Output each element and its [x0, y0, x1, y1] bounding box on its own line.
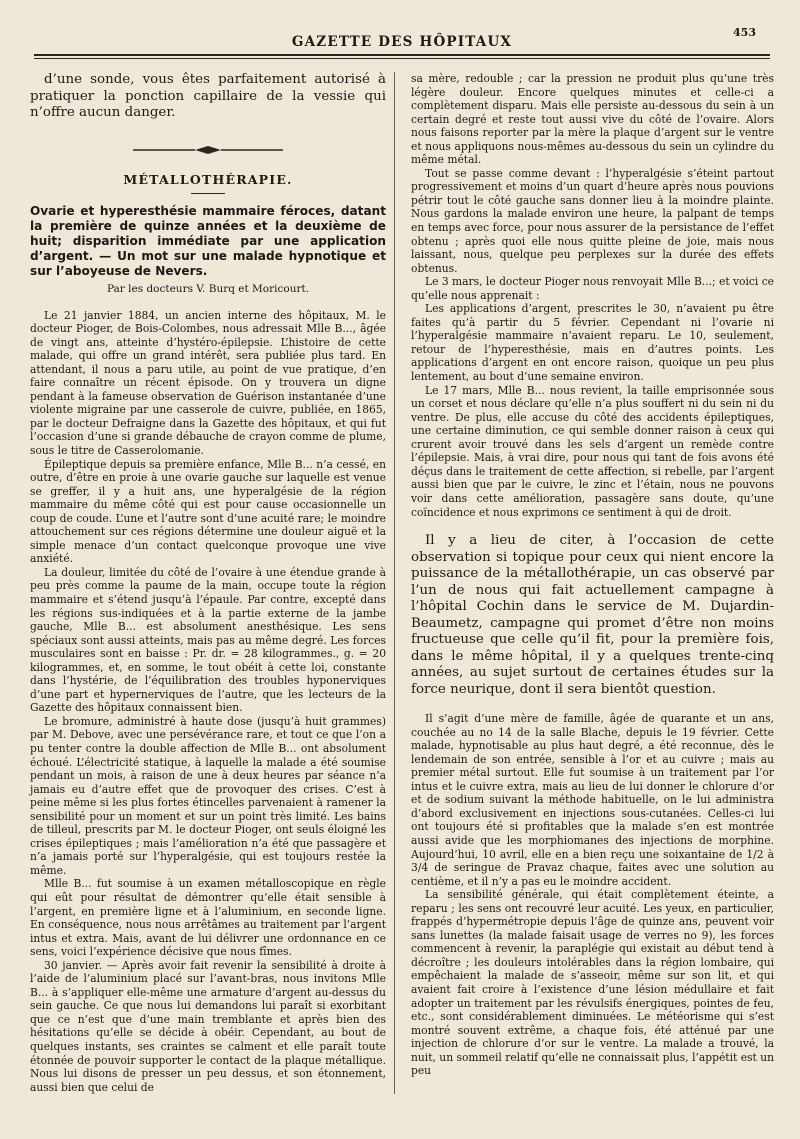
highlight-paragraph: Il y a lieu de citer, à l’occasion de cette observation si topique pour ceux qui nient encore la puissance de la métallothérapie, un cas observé par l’un de nous qui fait actuellement campagne à l’hôpital Cochin dans le service de M. Dujardin-Beaumetz, campagne qui promet d’être non moins fructueuse que celle qu’il fit, pour la première fois, dans le même hôpital, il y a quelques trente-cinq années, au sujet surtout de certaines études sur la force neurique, dont il sera bientôt question. — [411, 533, 774, 697]
article-title: Ovarie et hyperesthésie mammaire féroces, datant la première de quinze années et la deuxième de huit; disparition immédiate par une application d’argent. — Un mot sur une malade hypnotique et sur l’aboyeuse de Nevers. — [30, 203, 387, 278]
left-column — [30, 72, 395, 1094]
paragraph: Épileptique depuis sa première enfance, Mlle B... n’a cessé, en outre, d’être en proie à une ovarie gauche sur laquelle est venue se greffer, il y a huit ans, une hyperalgésie de la région mammaire du même côté qui est pour cause occasionnelle un coup de coude. L’une et l’autre sont d’une acuité rare; le moindre attouchement sur ces régions détermine une douleur aiguë et la simple menace d’un contact quelconque provoque une vive anxiété. — [30, 457, 387, 566]
paragraph: La sensibilité générale, qui était complètement éteinte, a reparu ; les sens ont recouvré leur acuité. Les yeux, en particulier, frappés d’hypermétropie depuis l’âge de quinze ans, peuvent voir sans lunettes (la malade faisait usage de verres no 9), les forces commencent à revenir, la paraplégie qui existait au début tend à décroître ; les douleurs intolérables dans la région lombaire, qui empêchaient la malade de s’asseoir, même sur son lit, et qui avaient fait croire à l’existence d’une lésion médullaire et fait adopter un traitement par les révulsifs énergiques, pointes de feu, etc., sont considérablement diminuées. Le météorisme qui s’est montré souvent extrême, a chaque fois, été atténué par une injection de chlorure d’or sur le ventre. La malade a trouvé, la nuit, un sommeil relatif qu’elle ne connaissait plus, l’appétit est un peu — [411, 888, 774, 1078]
section-rule — [191, 193, 225, 194]
right-column — [409, 72, 774, 1094]
paragraph: Tout se passe comme devant : l’hyperalgésie s’éteint partout progressivement et moins d’un quart d’heure après nous pouvions pétrir tout le côté gauche sans donner lieu à la moindre plainte. Nous gardons la malade environ une heure, la palpant de temps en temps avec force, pour nous assurer de la persistance de l’effet obtenu ; après quoi elle nous quitte pleine de joie, mais nous laissant, nous, quelque peu perplexes sur la durée des effets obtenus. — [411, 166, 774, 275]
paragraph: Les applications d’argent, prescrites le 30, n’avaient pu être faites qu’à partir du 5 février. Cependant ni l’ovarie ni l’hyperalgésie mammaire n’avaient reparu. Le 10, seulement, retour de l’hyperesthésie, mais en d’autres points. Les applications d’argent en ont encore raison, quoique un peu plus lentement, au bout d’une semaine environ. — [411, 302, 774, 384]
text-columns — [30, 72, 774, 1094]
paragraph: La douleur, limitée du côté de l’ovaire à une étendue grande à peu près comme la paume de la main, occupe toute la région mammaire et s’étend jusqu’à l’épaule. Par contre, excepté dans les régions sus-indiquées et à la partie externe de la jambe gauche, Mlle B... est absolument anesthésique. Les sens spéciaux sont aussi atteints, mais pas au même degré. Les forces musculaires sont en baisse : Pr. dr. = 28 kilogrammes., g. = 20 kilogrammes, et, en somme, le tout obéit à cette loi, constante dans l’hystérie, de l’équilibration des troubles hyponerviques d’une part et hypernerviques de l’autre, que les lecteurs de la Gazette des hôpitaux connaissent bien. — [30, 565, 387, 715]
spacer — [411, 519, 774, 533]
ornament-divider — [30, 146, 386, 154]
paragraph: Le 21 janvier 1884, un ancien interne des hôpitaux, M. le docteur Pioger, de Bois-Colombes, nous adressait Mlle B..., âgée de vingt ans, atteinte d’hystéro-épilepsie. L’histoire de cette malade, qui offre un grand intérêt, sera publiée plus tard. En attendant, il nous a paru utile, au point de vue pratique, d’en faire connaître un récent épisode. On y trouvera un digne pendant à la fameuse observation de Guérison instantanée d’une violente migraine par une casserole de cuivre, publiée, en 1865, par le docteur Defraigne dans la Gazette des hôpitaux, et qui fut l’occasion d’une si grande débauche de crayon comme de plume, sous le titre de Casserolomanie. — [30, 308, 387, 457]
running-title: GAZETTE DES HÔPITAUX — [291, 34, 513, 50]
section-title: MÉTALLOTHÉRAPIE. — [123, 171, 293, 187]
paragraph: Le bromure, administré à haute dose (jusqu’à huit grammes) par M. Debove, avec une persévérance rare, et tout ce que l’on a pu tenter contre la double affection de Mlle B... ont absolument échoué. L’électricité statique, à laquelle la malade a été soumise pendant un mois, à raison de une à deux heures par séance n’a jamais eu d’autre effet que de provoquer des crises. C’est à peine même si les plus fortes étincelles parvenaient à ramener la sensibilité pour un moment et sur un point très limité. Les bains de tilleul, prescrits par M. le docteur Pioger, ont seuls éloigné les crises épileptiques ; mais l’amélioration n’a été que passagère et n’a jamais porté sur l’hyperalgésie, qui est toujours restée la même. — [30, 714, 387, 877]
page-number: 453 — [733, 26, 756, 39]
header-rule — [34, 54, 770, 56]
intro-paragraph: d’une sonde, vous êtes parfaitement autorisé à pratiquer la ponction capillaire de la vessie qui n’offre aucun danger. — [30, 72, 387, 120]
spacer — [411, 698, 774, 712]
paragraph: Le 3 mars, le docteur Pioger nous renvoyait Mlle B...; et voici ce qu’elle nous apprenait : — [411, 275, 775, 302]
byline: Par les docteurs V. Burq et Moricourt. — [106, 282, 310, 295]
paragraph: Le 17 mars, Mlle B... nous revient, la taille emprisonnée sous un corset et nous déclare qu’elle n’a plus souffert ni du sein ni du ventre. De plus, elle accuse du côté des accidents épileptiques, une certaine diminution, ce qui semble donner raison à ceux qui crurent avoir trouvé dans les sels d’argent un remède contre l’épilepsie. Mais, à vrai dire, pour nous qui tant de fois avons été déçus dans le traitement de cette affection, si rebelle, par l’argent aussi bien que par le cuivre, le zinc et l’étain, nous ne pouvons voir dans cette amélioration, passagère sans doute, qu’une coïncidence et nous exprimons ce sentiment à qui de droit. — [411, 383, 774, 519]
paragraph: Il s’agit d’une mère de famille, âgée de quarante et un ans, couchée au no 14 de la salle Blache, depuis le 19 février. Cette malade, hypnotisable au plus haut degré, a été reconnue, dès le lendemain de son entrée, sensible à l’or et au cuivre ; mais au premier métal surtout. Elle fut soumise à un traitement par l’or intus et le cuivre extra, mais au lieu de lui donner le chlorure d’or et de sodium suivant la méthode habituelle, on le lui administra d’abord exclusivement en injections sous-cutanées. Celles-ci lui ont toujours été si profitables que la malade s’en est montrée aussi avide que les morphiomanes des injections de morphine. Aujourd’hui, 10 avril, elle en a bien reçu une soixantaine de 1/2 à 3/4 de seringue de Pravaz chaque, faites avec une solution au centième, et il n’y a pas eu le moindre accident. — [411, 712, 774, 888]
paragraph: 30 janvier. — Après avoir fait revenir la sensibilité à droite à l’aide de l’aluminium placé sur l’avant-bras, nous invitons Mlle B... à s’appliquer elle-même une armature d’argent au-dessus du sein gauche. Ce que nous lui demandons lui paraît si exorbitant que ce n’est que d’une main tremblante et après bien des hésitations qu’elle se décide à obéir. Cependant, au bout de quelques instants, ses craintes se calment et elle paraît toute étonnée de pouvoir supporter le contact de la plaque métallique. Nous lui disons de presser un peu dessus, et son étonnement, aussi bien que celui de — [30, 958, 387, 1094]
page-header — [30, 0, 774, 58]
paragraph: Mlle B... fut soumise à un examen métalloscopique en règle qui eût pour résultat de démontrer qu’elle était sensible à l’argent, en première ligne et à l’aluminium, en seconde ligne. En conséquence, nous nous arrêtâmes au traitement par l’argent intus et extra. Mais, avant de lui délivrer une ordonnance en ce sens, voici l’expérience décisive que nous fîmes. — [30, 877, 387, 959]
header-rule-thin — [34, 58, 770, 59]
ornament-rule-icon — [133, 146, 283, 154]
paragraph: sa mère, redouble ; car la pression ne produit plus qu’une très légère douleur. Encore quelques minutes et celle-ci a complètement disparu. Mais elle persiste au-dessous du sein à un certain degré et reste tout aussi vive du côté de l’ovaire. Alors nous faisons reporter par la mère la plaque d’argent sur le ventre et nous appliquons nous-mêmes au-dessous du sein un cylindre du même métal. — [411, 72, 774, 167]
